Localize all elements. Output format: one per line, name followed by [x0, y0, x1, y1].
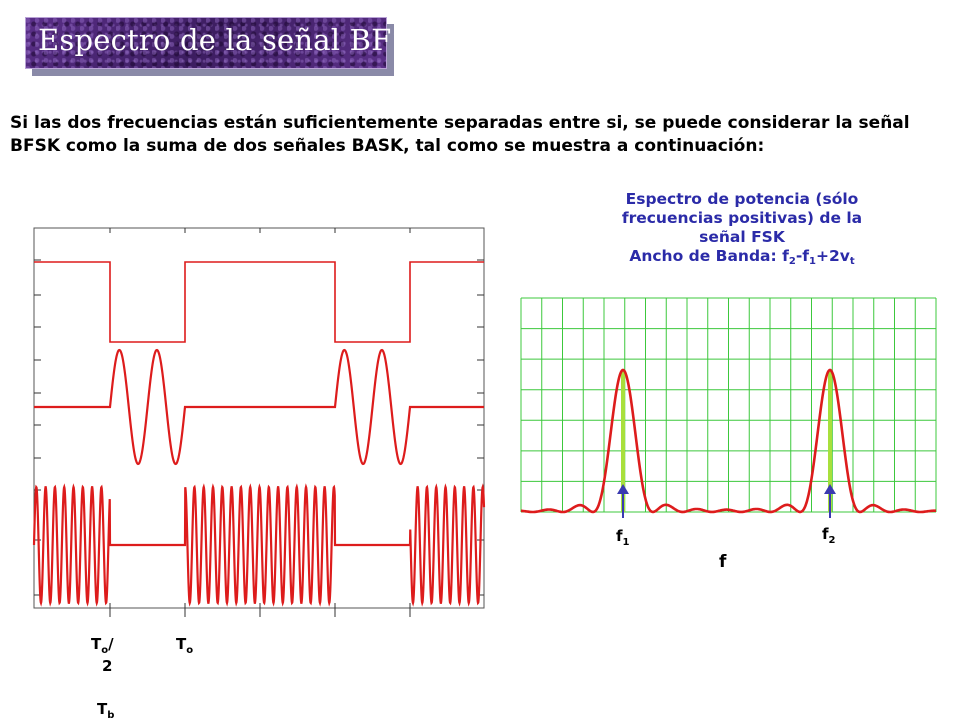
caption-line-2: frecuencias positivas) de la	[621, 209, 863, 227]
caption-line-3: señal FSK	[699, 228, 785, 246]
spectrum-grid	[521, 298, 936, 512]
bandwidth-line: Ancho de Banda: $f_2-f_1+2v_t$	[629, 247, 855, 267]
to-label: $T_o$	[176, 635, 194, 656]
to-half-label: $T_o/$	[91, 635, 114, 656]
f2-arrow	[824, 484, 836, 518]
frequency-axis-label: f	[719, 552, 727, 572]
tb-label: $T_b$	[97, 700, 115, 720]
f2-label: $f_2$	[822, 525, 836, 546]
slide-title: Espectro de la señal BFSK	[38, 23, 434, 57]
intro-paragraph: Si las dos frecuencias están suficientemente separadas entre si, se puede considerar la señal BFSK como la suma de dos señales BASK, tal como se muestra a continuación:	[10, 113, 910, 156]
to-half-denominator: 2	[102, 657, 113, 675]
f1-arrow	[617, 484, 629, 518]
caption-line-1: Espectro de potencia (sólo	[625, 190, 859, 208]
f1-label: $f_1$	[616, 527, 630, 548]
